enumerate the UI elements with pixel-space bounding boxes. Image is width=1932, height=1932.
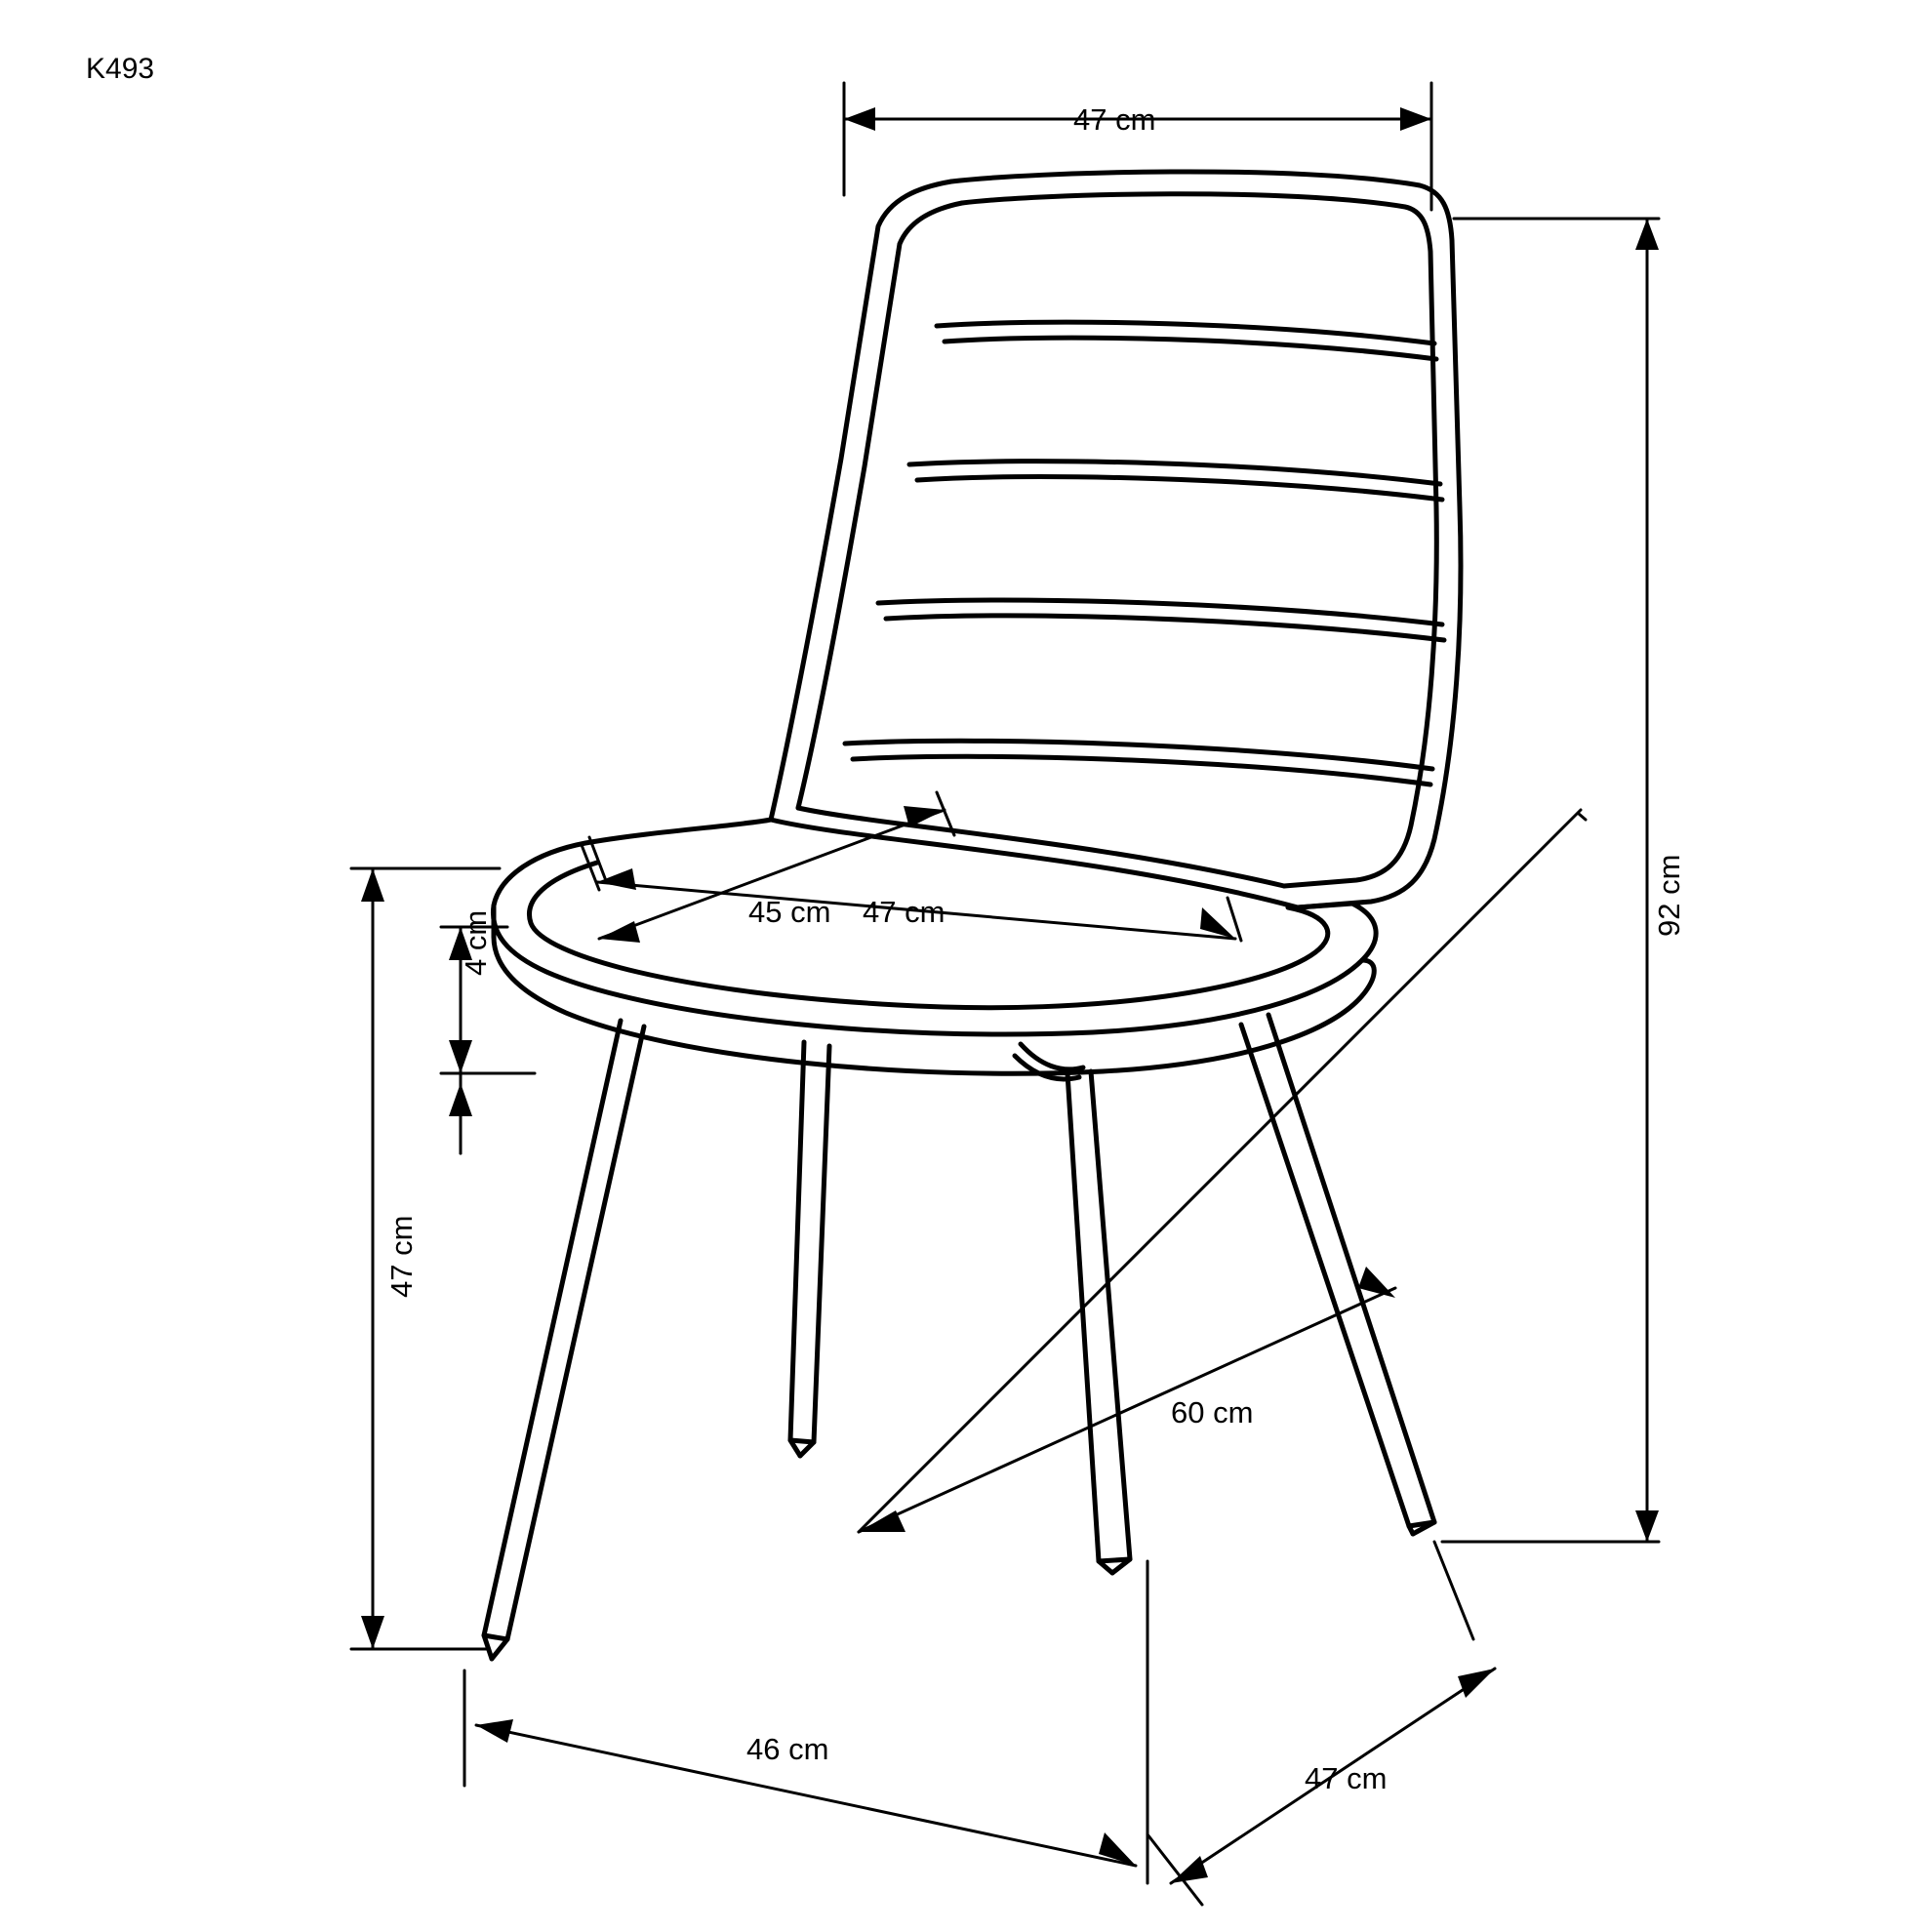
chair-legs bbox=[484, 1015, 1434, 1659]
dimension-label-diagonal-depth: 60 cm bbox=[1171, 1395, 1254, 1429]
dimension-label-leg-span-side: 47 cm bbox=[1305, 1761, 1388, 1795]
dimension-label-seat-height: 47 cm bbox=[384, 1215, 419, 1298]
dimension-lines bbox=[351, 83, 1659, 1905]
chair-backrest bbox=[771, 172, 1461, 907]
dimension-label-seat-depth: 45 cm bbox=[748, 895, 831, 929]
dimension-label-cushion-thickness: 4 cm bbox=[459, 909, 493, 976]
dimension-label-seat-back-width: 47 cm bbox=[1073, 102, 1156, 137]
dimension-label-leg-span-front: 46 cm bbox=[746, 1732, 829, 1766]
chair-seat bbox=[493, 820, 1376, 1079]
dimension-label-total-height: 92 cm bbox=[1652, 854, 1686, 937]
dimension-label-seat-width: 47 cm bbox=[863, 895, 946, 929]
model-code-label: K493 bbox=[86, 53, 155, 85]
